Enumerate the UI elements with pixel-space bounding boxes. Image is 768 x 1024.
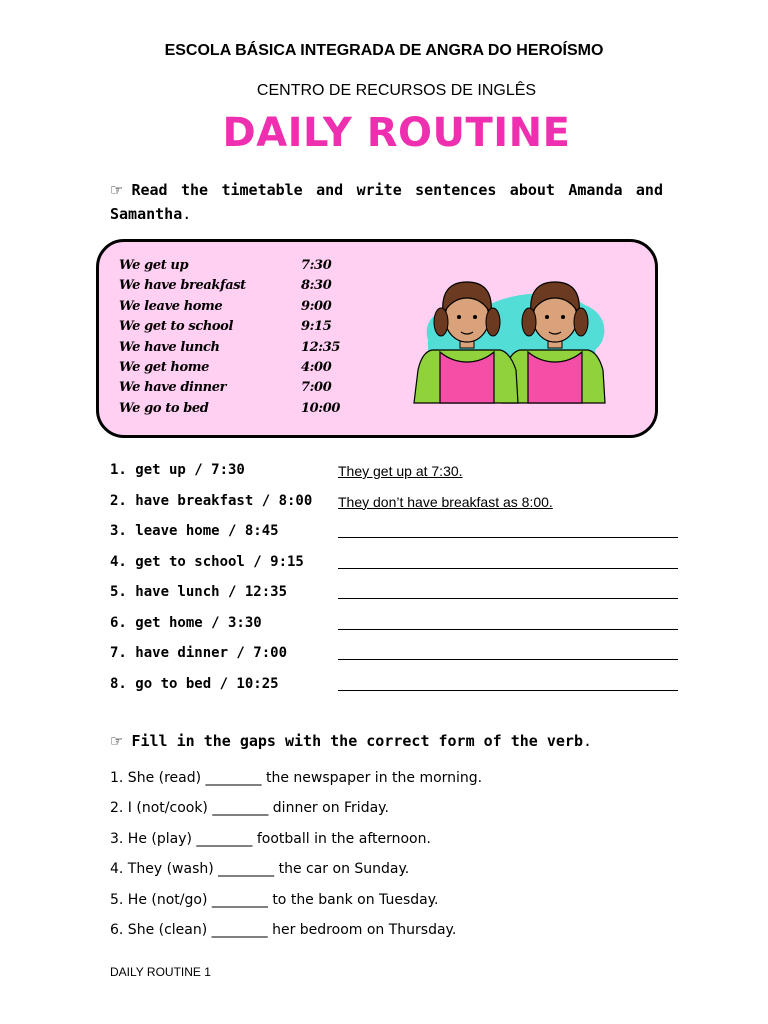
pointing-hand-icon: ☞ <box>110 181 124 199</box>
exercise-prompt: 5. have lunch / 12:35 <box>110 584 288 600</box>
timetable-activity: We leave home <box>119 298 223 314</box>
timetable <box>119 256 379 419</box>
fill-gap-item: 1. She (read) ________ the newspaper in the morning. <box>110 770 483 786</box>
exercise-prompt: 2. have breakfast / 8:00 <box>110 492 313 509</box>
timetable-time: 7:00 <box>301 380 332 396</box>
fill-gap-item: 6. She (clean) ________ her bedroom on Thursday. <box>110 921 457 938</box>
exercise-row <box>110 645 680 676</box>
exercise-prompt: 1. get up / 7:30 <box>110 462 245 478</box>
answer-blank-line[interactable] <box>338 537 678 538</box>
fill-gap-item: 3. He (play) ________ football in the afternoon. <box>110 830 431 847</box>
instruction-timetable <box>110 178 663 226</box>
exercise-row <box>110 615 680 646</box>
timetable-time: 10:00 <box>301 400 340 416</box>
timetable-time: 4:00 <box>301 359 332 375</box>
answer-blank-line[interactable] <box>338 598 678 599</box>
answer-blank-line[interactable] <box>338 629 678 630</box>
instruction-end: . <box>182 205 192 223</box>
timetable-activity: We have breakfast <box>119 278 246 294</box>
timetable-activity: We get to school <box>119 319 233 335</box>
fill-gaps-list <box>110 770 482 952</box>
exercise-sentences <box>110 462 680 706</box>
exercise-answer: They get up at 7:30. <box>338 463 463 479</box>
center-name: CENTRO DE RECURSOS DE INGLÊS <box>256 82 537 99</box>
exercise-row <box>110 554 680 585</box>
timetable-row <box>119 276 379 296</box>
exercise-row <box>110 523 680 554</box>
answer-blank-line[interactable] <box>338 568 678 569</box>
instruction-text: Read the timetable and write sentences about Amanda and Samantha <box>110 181 663 223</box>
exercise-row <box>110 493 680 524</box>
exercise-answer: They don’t have breakfast as 8:00. <box>338 493 553 510</box>
exercise-prompt: 6. get home / 3:30 <box>110 614 262 631</box>
timetable-row <box>119 317 379 337</box>
timetable-time: 9:00 <box>301 298 332 314</box>
fill-gap-item: 5. He (not/go) ________ to the bank on Tuesday. <box>110 891 439 908</box>
fill-gap-item: 4. They (wash) ________ the car on Sunday. <box>110 861 410 878</box>
answer-blank-line[interactable] <box>338 690 678 691</box>
exercise-prompt: 8. go to bed / 10:25 <box>110 675 279 692</box>
pointing-hand-icon: ☞ <box>110 732 124 750</box>
timetable-activity: We get up <box>119 258 189 273</box>
twin-girls-illustration <box>410 270 610 405</box>
page-footer: DAILY ROUTINE 1 <box>110 965 211 979</box>
timetable-time: 9:15 <box>301 319 332 335</box>
instruction-text: Fill in the gaps with the correct form of the verb <box>131 732 583 750</box>
exercise-row <box>110 584 680 615</box>
timetable-row <box>119 358 379 378</box>
timetable-time: 7:30 <box>301 258 332 273</box>
exercise-prompt: 4. get to school / 9:15 <box>110 553 304 570</box>
timetable-activity: We get home <box>119 359 209 375</box>
exercise-prompt: 3. leave home / 8:45 <box>110 523 279 539</box>
timetable-activity: We have lunch <box>119 339 220 355</box>
timetable-row <box>119 338 379 358</box>
timetable-row <box>119 256 379 276</box>
timetable-activity: We have dinner <box>119 380 227 396</box>
timetable-row <box>119 378 379 398</box>
page-title: DAILY ROUTINE <box>222 110 571 156</box>
instruction-fill-gaps <box>110 729 663 753</box>
instruction-end: . <box>583 732 593 750</box>
school-name: ESCOLA BÁSICA INTEGRADA DE ANGRA DO HEROÍSMO <box>164 42 604 59</box>
timetable-time: 8:30 <box>301 278 332 294</box>
timetable-activity: We go to bed <box>119 400 209 416</box>
exercise-prompt: 7. have dinner / 7:00 <box>110 645 288 661</box>
exercise-row <box>110 462 680 493</box>
fill-gap-item: 2. I (not/cook) ________ dinner on Friday. <box>110 800 389 817</box>
timetable-row <box>119 399 379 419</box>
timetable-time: 12:35 <box>301 339 340 355</box>
answer-blank-line[interactable] <box>338 659 678 660</box>
timetable-row <box>119 297 379 317</box>
exercise-row <box>110 676 680 707</box>
